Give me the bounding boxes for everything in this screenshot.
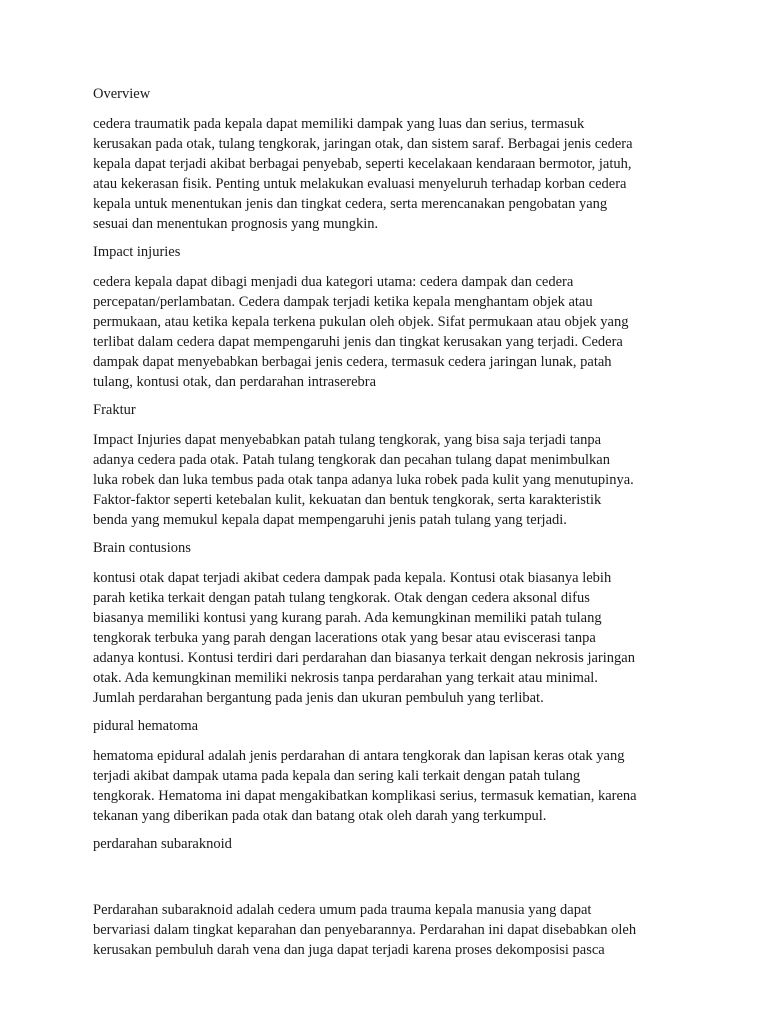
paragraph-line: tekanan yang diberikan pada otak dan batang otak oleh darah yang terkumpul.: [93, 808, 547, 824]
section-heading-impact-injuries: Impact injuries: [93, 244, 181, 260]
paragraph-line: tengkorak. Hematoma ini dapat mengakibatkan komplikasi serius, termasuk kematian, karena: [93, 788, 637, 804]
section-heading-overview: Overview: [93, 86, 151, 102]
paragraph-line: terjadi akibat dampak utama pada kepala dan sering kali terkait dengan patah tulang: [93, 768, 581, 784]
paragraph-line: kontusi otak dapat terjadi akibat cedera dampak pada kepala. Kontusi otak biasanya lebih: [93, 570, 612, 586]
section-paragraph-impact-injuries: [93, 272, 683, 392]
section-paragraph-pidural-hematoma: [93, 746, 683, 826]
paragraph-line: Impact Injuries dapat menyebabkan patah tulang tengkorak, yang bisa saja terjadi tanpa: [93, 432, 602, 448]
section-paragraph-brain-contusions: [93, 568, 683, 708]
paragraph-line: adanya kontusi. Kontusi terdiri dari perdarahan dan biasanya terkait dengan nekrosis jaringan: [93, 650, 635, 666]
paragraph-line: parah ketika terkait dengan patah tulang tengkorak. Otak dengan cedera aksonal difus: [93, 590, 590, 606]
paragraph-line: tulang, kontusi otak, dan perdarahan intraserebra: [93, 374, 377, 390]
paragraph-line: bervariasi dalam tingkat keparahan dan penyebarannya. Perdarahan ini dapat disebabkan oleh: [93, 922, 637, 938]
section-paragraph-fraktur: [93, 430, 683, 530]
paragraph-line: tengkorak terbuka yang parah dengan lacerations otak yang besar atau eviscerasi tanpa: [93, 630, 596, 646]
paragraph-line: cedera kepala dapat dibagi menjadi dua kategori utama: cedera dampak dan cedera: [93, 274, 574, 290]
paragraph-line: dampak dapat menyebabkan berbagai jenis cedera, termasuk cedera jaringan lunak, patah: [93, 354, 612, 370]
paragraph-line: hematoma epidural adalah jenis perdarahan di antara tengkorak dan lapisan keras otak yang: [93, 748, 625, 764]
paragraph-line: terlibat dalam cedera dapat mempengaruhi jenis dan tingkat kerusakan yang terjadi. Cedera: [93, 334, 623, 350]
paragraph-line: cedera traumatik pada kepala dapat memiliki dampak yang luas dan serius, termasuk: [93, 116, 585, 132]
paragraph-line: kerusakan pembuluh darah vena dan juga dapat terjadi karena proses dekomposisi pasca: [93, 942, 605, 958]
paragraph-line: kerusakan pada otak, tulang tengkorak, jaringan otak, dan sistem saraf. Berbagai jenis cedera: [93, 136, 633, 152]
section-heading-perdarahan-subaraknoid: perdarahan subaraknoid: [93, 836, 232, 852]
section-paragraph-perdarahan-subaraknoid: [93, 900, 683, 960]
paragraph-line: benda yang memukul kepala dapat mempengaruhi jenis patah tulang yang terjadi.: [93, 512, 567, 528]
blank-space: [93, 864, 683, 900]
section-paragraph-overview: [93, 114, 683, 234]
paragraph-line: kepala untuk menentukan jenis dan tingkat cedera, serta merencanakan pengobatan yang: [93, 196, 608, 212]
paragraph-line: Faktor-faktor seperti ketebalan kulit, kekuatan dan bentuk tengkorak, serta karakteristik: [93, 492, 602, 508]
paragraph-line: biasanya memiliki kontusi yang kurang parah. Ada kemungkinan memiliki patah tulang: [93, 610, 602, 626]
paragraph-line: otak. Ada kemungkinan memiliki nekrosis tanpa perdarahan yang terkait atau minimal.: [93, 670, 598, 686]
section-heading-fraktur: Fraktur: [93, 402, 136, 418]
paragraph-line: adanya cedera pada otak. Patah tulang tengkorak dan pecahan tulang dapat menimbulkan: [93, 452, 610, 468]
paragraph-line: atau kekerasan fisik. Penting untuk melakukan evaluasi menyeluruh terhadap korban cedera: [93, 176, 627, 192]
document-page: [93, 84, 683, 968]
paragraph-line: Perdarahan subaraknoid adalah cedera umum pada trauma kepala manusia yang dapat: [93, 902, 592, 918]
paragraph-line: Jumlah perdarahan bergantung pada jenis dan ukuran pembuluh yang terlibat.: [93, 690, 544, 706]
paragraph-line: luka robek dan luka tembus pada otak tanpa adanya luka robek pada kulit yang menutupinya.: [93, 472, 634, 488]
paragraph-line: percepatan/perlambatan. Cedera dampak terjadi ketika kepala menghantam objek atau: [93, 294, 593, 310]
section-heading-brain-contusions: Brain contusions: [93, 540, 191, 556]
paragraph-line: permukaan, atau ketika kepala terkena pukulan oleh objek. Sifat permukaan atau objek yang: [93, 314, 629, 330]
section-heading-pidural-hematoma: pidural hematoma: [93, 718, 199, 734]
paragraph-line: sesuai dan menentukan prognosis yang mungkin.: [93, 216, 379, 232]
paragraph-line: kepala dapat terjadi akibat berbagai penyebab, seperti kecelakaan kendaraan bermotor, jatuh,: [93, 156, 632, 172]
